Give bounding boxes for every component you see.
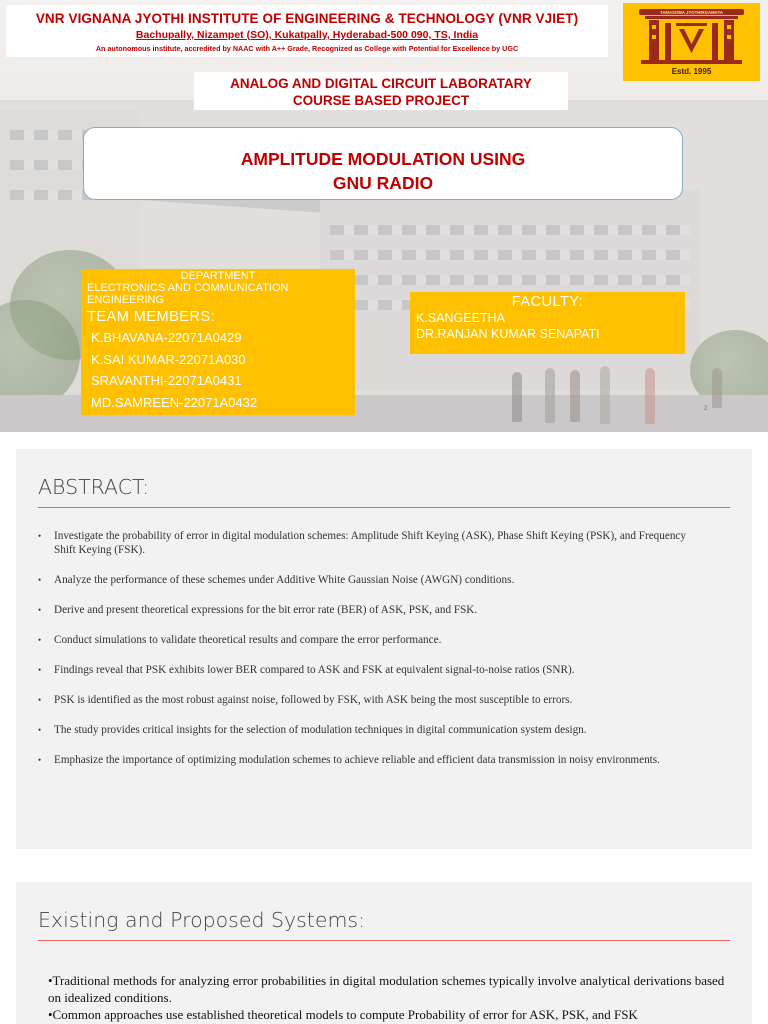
faculty-label: FACULTY: [511, 294, 584, 310]
list-item: • Conduct simulations to validate theoretical results and compare the error performance. [38, 633, 698, 647]
list-item: • The study provides critical insights for the selection of modulation techniques in digital communication system design. [38, 723, 698, 737]
institute-address-rest: (SO), Kukatpally, Hyderabad-500 090, TS, India [243, 29, 479, 41]
systems-slide [16, 882, 752, 1024]
institute-banner [6, 5, 608, 57]
slide-heading: ABSTRACT: [38, 475, 150, 499]
team-members-box [81, 269, 355, 415]
list-item: • PSK is identified as the most robust against noise, followed by FSK, with ASK being the most susceptible to errors. [38, 693, 698, 707]
team-member: MD.SAMREEN-22071A0432 [91, 394, 258, 410]
paragraph: •Common approaches use established theoretical models to compute Probability of error for ASK, PSK, and FSK [48, 1007, 638, 1022]
project-title-line: AMPLITUDE MODULATION USING [240, 149, 526, 169]
list-item: • Emphasize the importance of optimizing modulation schemes to achieve reliable and efficient data transmission in noisy environments. [38, 753, 698, 767]
systems-text [48, 972, 728, 1023]
abstract-bullet-list [38, 529, 698, 783]
institute-accreditation: An autonomous institute, accredited by NAAC with A++ Grade, Recognized as College with Potential for Excellence by UGC [95, 44, 519, 53]
course-title-box [194, 72, 568, 110]
institute-logo [623, 3, 760, 81]
logo-established-year: Estd. 1995 [671, 67, 712, 76]
title-slide [0, 0, 768, 432]
list-item: • Derive and present theoretical expressions for the bit error rate (BER) of ASK, PSK, and FSK. [38, 603, 698, 617]
project-title-line: GNU RADIO [332, 173, 434, 193]
paragraph: •Traditional methods for analyzing error probabilities in digital modulation schemes typically involve analytical derivations based on idealized conditions. [48, 973, 725, 1005]
list-item: • Findings reveal that PSK exhibits lower BER compared to ASK and FSK at equivalent signal-to-noise ratios (SNR). [38, 663, 698, 677]
department-label: DEPARTMENT [180, 270, 256, 282]
team-member: K.BHAVANA-22071A0429 [91, 330, 242, 345]
institute-name: VNR VIGNANA JYOTHI INSTITUTE OF ENGINEERING & TECHNOLOGY (VNR VJIET) [35, 11, 579, 26]
temple-emblem-icon [623, 3, 760, 67]
faculty-name: DR.RANJAN KUMAR SENAPATI [416, 327, 600, 341]
abstract-slide [16, 449, 752, 849]
heading-divider [38, 940, 730, 941]
faculty-name: K.SANGEETHA [416, 311, 505, 325]
team-member: SRAVANTHI-22071A0431 [91, 373, 242, 388]
logo-motto: TAMASOMA JYOTHIRGAMAYA [660, 10, 723, 15]
project-title-box [83, 127, 683, 200]
department-name: ELECTRONICS AND COMMUNICATION [87, 282, 289, 294]
course-line: COURSE BASED PROJECT [292, 93, 470, 108]
heading-divider [38, 507, 730, 508]
department-name: ENGINEERING [87, 294, 165, 306]
team-member: K.SAI KUMAR-22071A030 [91, 351, 246, 367]
course-line: ANALOG AND DIGITAL CIRCUIT LABORATARY [230, 76, 532, 91]
institute-address [6, 29, 608, 41]
team-members-label: TEAM MEMBERS: [87, 309, 216, 325]
slide-number: 2 [704, 406, 708, 412]
team-members-list [81, 327, 355, 413]
list-item: • Analyze the performance of these schemes under Additive White Gaussian Noise (AWGN) conditions. [38, 573, 698, 587]
institute-address-underlined: Bachupally, Nizampet [135, 29, 244, 41]
list-item: • Investigate the probability of error in digital modulation schemes: Amplitude Shift Keying (ASK), Phase Shift Keying (PSK), and Frequency Shift Keying (FSK). [38, 529, 698, 557]
slide-heading: Existing and Proposed Systems: [38, 908, 366, 932]
faculty-box [410, 292, 685, 354]
